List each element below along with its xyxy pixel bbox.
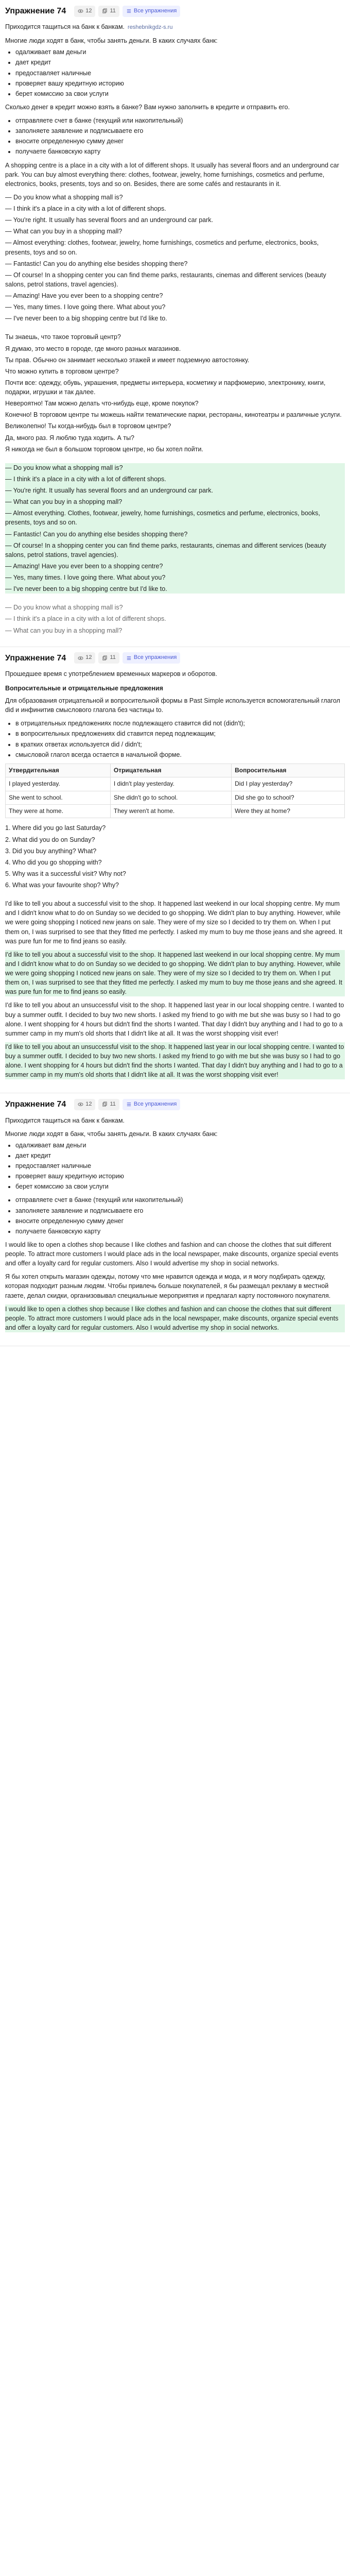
dialogue-line: — Almost everything. Clothes, footwear, jewelry, home furnishings, cosmetics and perfume, electronics, books, presents, toys and so on. xyxy=(5,510,320,527)
dialogue-line: — I've never been to a big shopping centre but I'd like to. xyxy=(5,585,167,593)
dialogue-line: — Fantastic! Can you do anything else besides shopping there? xyxy=(5,260,188,267)
views-badge: 12 xyxy=(74,1099,95,1110)
dialogue-line-ru: Великолепно! Ты когда-нибудь был в торговом центре? xyxy=(5,422,171,430)
faded-dialogue xyxy=(5,603,345,635)
paragraph-2: Сколько денег в кредит можно взять в банке? Вам нужно заполнить в кредите и отправить его. xyxy=(5,103,290,111)
list-item: • отправляете счет в банке (текущий или накопительный) xyxy=(15,1195,345,1205)
dialogue-line-ru: Да, много раз. Я люблю туда ходить. А ты? xyxy=(5,434,135,442)
list-item: • получаете банковскую карту xyxy=(15,147,345,156)
list-item: • в кратких ответах используется did / didn't; xyxy=(15,740,345,749)
grammar-table xyxy=(5,764,345,819)
list-item: • отправляете счет в банке (текущий или накопительный) xyxy=(15,116,345,125)
rule-title: Вопросительные и отрицательные предложения xyxy=(5,684,163,692)
table-cell: Did she go to school? xyxy=(232,791,345,804)
rule-text: Для образования отрицательной и вопросительной формы в Past Simple используется вспомогательный глагол did и инфинитив смыслового глагола без частицы to. xyxy=(5,697,340,714)
example-item: 6. What was your favourite shop? Why? xyxy=(5,882,119,889)
copies-badge: 11 xyxy=(98,652,119,664)
paragraph-3: A shopping centre is a place in a city with a lot of different shops. It usually has several floors and an underground car park. You can buy almost everything there: clothes, footwear, jewelry, home furnishings, cosmetics and perfume, electronics, books, presents, toys and so on. Besides, there are some cafés and restaurants in it. xyxy=(5,161,339,188)
list-item: • берет комиссию за свои услуги xyxy=(15,89,345,98)
rule-points xyxy=(5,719,345,759)
table-header: Вопросительная xyxy=(232,764,345,777)
list-icon xyxy=(126,1101,132,1107)
dialogue-line: — I think it's a place in a city with a lot of different shops. xyxy=(5,615,166,623)
story-success: I'd like to tell you about a successful visit to the shop. It happened last weekend in our local shopping centre. My mum and I didn't know what to do on Sunday so we decided to go shopping. We didn't plan to buy anything. However, while we were going shopping I noticed new jeans on sale. They were of my size so I decided to try them on. When I put them on, I was surprised to see that they fitted me perfectly. I asked my mum to buy me those jeans and she agreed. It was pure fun for me to find jeans so easily. xyxy=(5,900,342,945)
eye-icon xyxy=(78,655,83,661)
dialogue-line: — Do you know what a shopping mall is? xyxy=(5,604,123,612)
example-item: 2. What did you do on Sunday? xyxy=(5,836,95,843)
list-item: • дает кредит xyxy=(15,1151,345,1160)
example-item: 5. Why was it a successful visit? Why not? xyxy=(5,870,126,877)
intro-text: Прошедшее время с употреблением временных маркеров и оборотов. xyxy=(5,670,217,677)
copies-badge: 11 xyxy=(98,6,119,17)
list-item: • вносите определенную сумму денег xyxy=(15,1216,345,1226)
watermark: reshebnikgdz-s.ru xyxy=(128,24,173,31)
exercise-header xyxy=(5,652,345,664)
table-cell: Did I play yesterday? xyxy=(232,777,345,791)
dialogue-line: — Fantastic! Can you do anything else besides shopping there? xyxy=(5,530,188,538)
dialogue-line: — I've never been to a big shopping centre but I'd like to. xyxy=(5,315,167,323)
views-badge: 12 xyxy=(74,652,95,664)
dialogue-ru xyxy=(5,332,345,453)
list-item: • в отрицательных предложениях после подлежащего ставится did not (didn't); xyxy=(15,719,345,728)
shop-paragraph: I would like to open a clothes shop because I like clothes and fashion and can choose the clothes that suit different people. To attract more customers I would place ads in the local newspaper, make discounts, organize special events and offer a loyalty card for regular customers. Also I would advertise my shop in social networks. xyxy=(5,1241,339,1267)
story-fail: I'd like to tell you about an unsuccessful visit to the shop. It happened last year in our local shopping centre. I wanted to buy a summer outfit. I decided to buy two new shorts. I asked my friend to go with me but she was busy so I had to go alone. I went shopping for 4 hours but didn't find the shorts I wanted. That day I didn't buy anything and I had to go to a summer camp in my mum's old shorts that I didn't like at all. It was the worst shopping visit ever! xyxy=(5,1002,344,1037)
list-item: • одалживает вам деньги xyxy=(15,1141,345,1150)
dialogue-line-ru: Ты прав. Обычно он занимает несколько этажей и имеет подземную автостоянку. xyxy=(5,356,250,364)
dialogue-line: — I think it's a place in a city with a lot of different shops. xyxy=(5,205,166,212)
bank-list-2 xyxy=(5,116,345,157)
dialogue-line: — I think it's a place in a city with a lot of different shops. xyxy=(5,475,166,483)
highlighted-dialogue xyxy=(5,463,345,594)
exercise-section-2 xyxy=(0,647,350,1094)
table-header: Утвердительная xyxy=(6,764,111,777)
list-item: • получаете банковскую карту xyxy=(15,1227,345,1236)
example-item: 1. Where did you go last Saturday? xyxy=(5,824,106,832)
dialogue-line-ru: Невероятно! Там можно делать что-нибудь еще, кроме покупок? xyxy=(5,400,199,408)
exercise-header xyxy=(5,5,345,17)
list-item: • одалживает вам деньги xyxy=(15,47,345,57)
all-exercises-button[interactable]: Все упражнения xyxy=(122,6,180,17)
dialogue-line-ru: Я никогда не был в большом торговом центре, но бы хотел пойти. xyxy=(5,445,203,453)
question-1: Многие люди ходят в банк, чтобы занять деньги. В каких случаях банк: xyxy=(5,37,218,45)
dialogue-line-ru: Я думаю, это место в городе, где много разных магазинов. xyxy=(5,345,181,352)
dialogue-line: — Yes, many times. I love going there. What about you? xyxy=(5,303,166,311)
copy-icon xyxy=(102,1101,108,1107)
copy-icon xyxy=(102,655,108,661)
table-header-row xyxy=(6,764,345,777)
bank-list-1 xyxy=(5,47,345,98)
dialogue-line: — Of course! In a shopping center you can find theme parks, restaurants, cinemas and different services (beauty salons, petrol stations, travel agencies). xyxy=(5,271,326,288)
copies-badge: 11 xyxy=(98,1099,119,1110)
exercise-section-1 xyxy=(0,0,350,647)
story-success-highlight: I'd like to tell you about a successful visit to the shop. It happened last weekend in our local shopping centre. My mum and I didn't know what to do on Sunday so we decided to go shopping. We didn't plan to buy anything. However, while we were going shopping I noticed new jeans on sale. They were of my size so I decided to try them on. When I put them on, I was surprised to see that they fitted me perfectly. I asked my mum to buy me those jeans and she agreed. It was pure fun for me to find jeans so easily. xyxy=(5,950,345,997)
exercise-title: Упражнение 74 xyxy=(5,653,66,663)
table-cell: She went to school. xyxy=(6,791,111,804)
dialogue-line: — What can you buy in a shopping mall? xyxy=(5,228,122,235)
example-item: 3. Did you buy anything? What? xyxy=(5,847,97,855)
list-icon xyxy=(126,655,132,661)
examples-list xyxy=(5,823,345,890)
dialogue-line-ru: Конечно! В торговом центре ты можешь найти тематические парки, рестораны, кинотеатры и различные услуги. xyxy=(5,411,342,419)
dialogue-line: — You're right. It usually has several floors and an underground car park. xyxy=(5,216,214,224)
table-row xyxy=(6,791,345,804)
list-icon xyxy=(126,8,132,14)
list-item: • вносите определенную сумму денег xyxy=(15,137,345,146)
views-badge: 12 xyxy=(74,6,95,17)
list-item: • смысловой глагол всегда остается в начальной форме. xyxy=(15,750,345,759)
list-item: • берет комиссию за свои услуги xyxy=(15,1182,345,1191)
intro-text: Приходится тащиться на банк к банкам. reshebnikgdz-s.ru xyxy=(5,23,173,31)
list-item: • заполняете заявление и подписываете его xyxy=(15,1206,345,1215)
bank-list-2 xyxy=(5,1195,345,1236)
question-1: Многие люди ходят в банк, чтобы занять деньги. В каких случаях банк: xyxy=(5,1130,218,1138)
all-exercises-button[interactable]: Все упражнения xyxy=(122,652,180,664)
intro-text: Приходится тащиться на банк к банкам. xyxy=(5,1116,125,1124)
exercise-title: Упражнение 74 xyxy=(5,1100,66,1109)
exercise-section-3 xyxy=(0,1093,350,1346)
table-cell: She didn't go to school. xyxy=(110,791,231,804)
dialogue-line: — Do you know what a shopping mall is? xyxy=(5,193,123,201)
all-exercises-button[interactable]: Все упражнения xyxy=(122,1099,180,1110)
dialogue-line: — Of course! In a shopping center you can find theme parks, restaurants, cinemas and different services (beauty salons, petrol stations, travel agencies). xyxy=(5,541,326,558)
eye-icon xyxy=(78,8,83,14)
table-cell: I didn't play yesterday. xyxy=(110,777,231,791)
dialogue-line: — Amazing! Have you ever been to a shopping centre? xyxy=(5,562,163,570)
dialogue-en xyxy=(5,193,345,324)
example-item: 4. Who did you go shopping with? xyxy=(5,858,102,866)
table-row xyxy=(6,804,345,818)
table-cell: Were they at home? xyxy=(232,804,345,818)
table-cell: I played yesterday. xyxy=(6,777,111,791)
dialogue-line-ru: Что можно купить в торговом центре? xyxy=(5,367,119,375)
dialogue-line: — You're right. It usually has several floors and an underground car park. xyxy=(5,487,214,494)
dialogue-line: — What can you buy in a shopping mall? xyxy=(5,498,122,506)
bank-list-1 xyxy=(5,1141,345,1192)
exercise-title: Упражнение 74 xyxy=(5,7,66,15)
list-item: • в вопросительных предложениях did ставится перед подлежащим; xyxy=(15,729,345,738)
dialogue-line: — Yes, many times. I love going there. What about you? xyxy=(5,574,166,581)
list-item: • заполняете заявление и подписываете его xyxy=(15,126,345,135)
list-item: • проверяет вашу кредитную историю xyxy=(15,79,345,88)
list-item: • предоставляет наличные xyxy=(15,1161,345,1171)
list-item: • проверяет вашу кредитную историю xyxy=(15,1172,345,1181)
shop-paragraph-ru: Я бы хотел открыть магазин одежды, потому что мне нравится одежда и мода, и я могу подбирать одежду, которая подходит разным людям. Чтобы привлечь больше покупателей, я бы размещал рекламу в местной газете, делал скидки, организовывал специальные мероприятия и предлагал карту постоянного покупателя. xyxy=(5,1273,331,1299)
table-header: Отрицательная xyxy=(110,764,231,777)
dialogue-line: — Almost everything: clothes, footwear, jewelry, home furnishings, cosmetics and perfume, electronics, books, presents, toys and so on. xyxy=(5,239,319,256)
table-cell: They were at home. xyxy=(6,804,111,818)
shop-paragraph-highlight: I would like to open a clothes shop because I like clothes and fashion and can choose the clothes that suit different people. To attract more customers I would place ads in the local newspaper, make discounts, organize special events and offer a loyalty card for regular customers. Also I would advertise my shop in social networks. xyxy=(5,1304,345,1332)
story-fail-highlight: I'd like to tell you about an unsuccessful visit to the shop. It happened last year in our local shopping centre. I wanted to buy a summer outfit. I decided to buy two new shorts. I asked my friend to go with me but she was busy so I had to go alone. I went shopping for 4 hours but didn't find the shorts I wanted. That day I didn't buy anything and I had to go to a summer camp in my mum's old shorts that I didn't like at all. It was the worst shopping visit ever! xyxy=(5,1042,345,1080)
copy-icon xyxy=(102,8,108,14)
list-item: • дает кредит xyxy=(15,58,345,67)
dialogue-line: — What can you buy in a shopping mall? xyxy=(5,626,122,634)
list-item: • предоставляет наличные xyxy=(15,69,345,78)
eye-icon xyxy=(78,1101,83,1107)
table-cell: They weren't at home. xyxy=(110,804,231,818)
dialogue-line: — Amazing! Have you ever been to a shopping centre? xyxy=(5,292,163,299)
dialogue-line-ru: Ты знаешь, что такое торговый центр? xyxy=(5,333,121,341)
dialogue-line: — Do you know what a shopping mall is? xyxy=(5,464,123,471)
table-row xyxy=(6,777,345,791)
exercise-header xyxy=(5,1098,345,1110)
dialogue-line-ru: Почти все: одежду, обувь, украшения, предметы интерьера, косметику и парфюмерию, электронику, книги, подарки, игрушки и так далее. xyxy=(5,379,326,396)
